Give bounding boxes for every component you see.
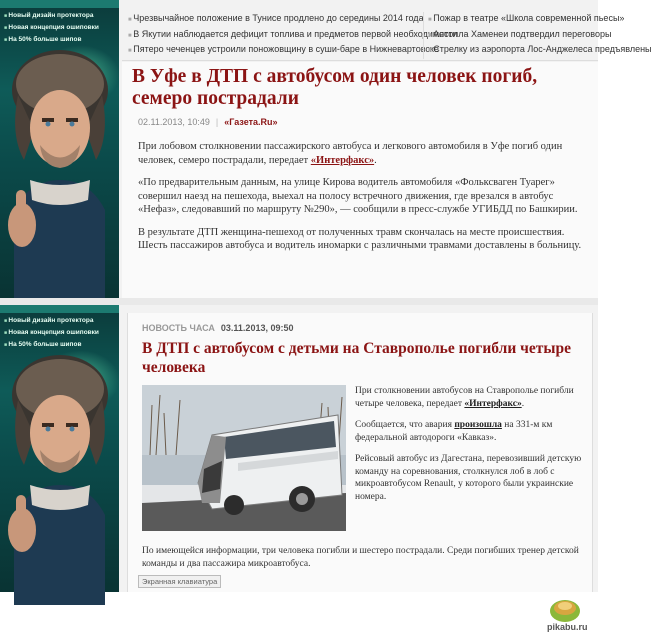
ad-header-strip <box>0 305 119 313</box>
article-source-link[interactable]: «Газета.Ru» <box>224 117 278 127</box>
onscreen-keyboard-button[interactable]: Экранная клавиатура <box>138 575 221 588</box>
paragraph-text: на 331-м км федеральной автодороги «Кавказ». <box>355 420 553 443</box>
article-text <box>355 385 585 512</box>
ticker-link[interactable]: ■ Пятеро чеченцев устроили поножовщину в суши-баре в Нижневартовске <box>128 43 423 59</box>
ad-bullet: ■ Новая концепция ошиповки <box>4 22 116 34</box>
ticker-link[interactable]: ■ В Якутии наблюдается дефицит топлива и предметов первой необходимости <box>128 28 423 44</box>
ad-bullet: ■ Новый дизайн протектора <box>4 10 116 22</box>
ad-bullet: ■ На 50% больше шипов <box>4 34 116 46</box>
ad-bullet: ■ На 50% больше шипов <box>4 339 116 351</box>
ticker-link[interactable]: ■ Пожар в театре «Школа современной пьесы» <box>428 12 598 28</box>
panel-divider <box>0 298 598 305</box>
article-panel-top <box>0 0 652 298</box>
interfax-link[interactable]: «Интерфакс» <box>464 398 522 409</box>
ad-header-strip <box>0 0 119 8</box>
article-date: 02.11.2013, 10:49 <box>138 117 210 127</box>
pikabu-watermark <box>541 596 596 636</box>
paragraph-text: При лобовом столкновении пассажирского автобуса и легкового автомобиля в Уфе погиб один человек, семеро пострадали, передает <box>138 141 563 166</box>
article-date: 03.11.2013, 09:50 <box>220 323 294 333</box>
paragraph: «По предварительным данным, на улице Кирова водитель автомобиля «Фольксваген Туарег» совершил наезд на пешехода, выехал на полосу встречного движения, где врезался в автобус «Нефаз», следовавший по маршруту №290», — сообщили в пресс-службе УГИБДД по Башкирии. <box>138 177 578 215</box>
ad-man-in-fur-hat-image <box>0 40 119 300</box>
article-title[interactable]: В ДТП с автобусом с детьми на Ставрополье погибли четыре человека <box>142 340 571 376</box>
ticker-column-right <box>423 12 652 59</box>
paragraph: В результате ДТП женщина-пешеход от полученных травм скончалась на месте происшествия. Шесть пассажиров автобуса и водитель иномарки с различными травмами доставлены в больницу. <box>138 226 582 251</box>
watermark-text: pikabu.ru <box>547 622 588 632</box>
paragraph <box>355 385 585 410</box>
paragraph-text: . <box>374 154 377 166</box>
paragraph <box>355 419 585 444</box>
article-text <box>138 140 588 262</box>
ad-bullet: ■ Новый дизайн протектора <box>4 315 116 327</box>
article-panel-bottom <box>0 305 598 592</box>
ad-bullet: ■ Новая концепция ошиповки <box>4 327 116 339</box>
paragraph <box>138 140 588 167</box>
ticker-link[interactable]: ■ Аятолла Хаменеи подтвердил переговоры <box>428 28 598 44</box>
bus-crash-photo <box>142 385 346 531</box>
ticker-link[interactable]: ■ Чрезвычайное положение в Тунисе продлено до середины 2014 года <box>128 12 423 28</box>
meta-separator: | <box>215 117 219 127</box>
divider-line <box>122 60 598 61</box>
ticker-link[interactable]: ■ Стрелку из аэропорта Лос-Анджелеса предъявлены <box>428 43 598 59</box>
article-text-bottom: По имеющейся информации, три человека погибли и шестеро пострадали. Среди погибших тренер детской команды и два пассажира микроавтобуса. <box>142 546 579 569</box>
tire-ad-banner[interactable] <box>0 305 119 592</box>
ad-man-in-fur-hat-image <box>0 345 119 605</box>
ticker-column-left <box>128 12 458 59</box>
pikabu-logo-icon <box>545 596 585 624</box>
paragraph-text: При столкновении автобусов на Ставрополье погибли четыре человека, передает <box>355 386 574 409</box>
article-body-1 <box>122 62 598 298</box>
article-meta <box>138 117 278 127</box>
paragraph: Рейсовый автобус из Дагестана, перевозивший детскую команду на соревнования, столкнулся лоб в лоб с микроавтобусом Renault, у которого были украинские номера. <box>355 454 582 502</box>
interfax-link[interactable]: «Интерфакс» <box>310 154 375 166</box>
occurred-link[interactable]: произошла <box>454 420 502 430</box>
paragraph-text: . <box>521 398 525 409</box>
article-meta <box>142 323 293 333</box>
tire-ad-banner[interactable] <box>0 0 119 298</box>
article-title[interactable]: В Уфе в ДТП с автобусом один человек погиб, семеро пострадали <box>132 66 538 109</box>
article-body-2 <box>127 313 593 592</box>
news-of-hour-label: НОВОСТЬ ЧАСА <box>142 323 215 333</box>
paragraph-text: Сообщается, что авария <box>355 420 455 430</box>
